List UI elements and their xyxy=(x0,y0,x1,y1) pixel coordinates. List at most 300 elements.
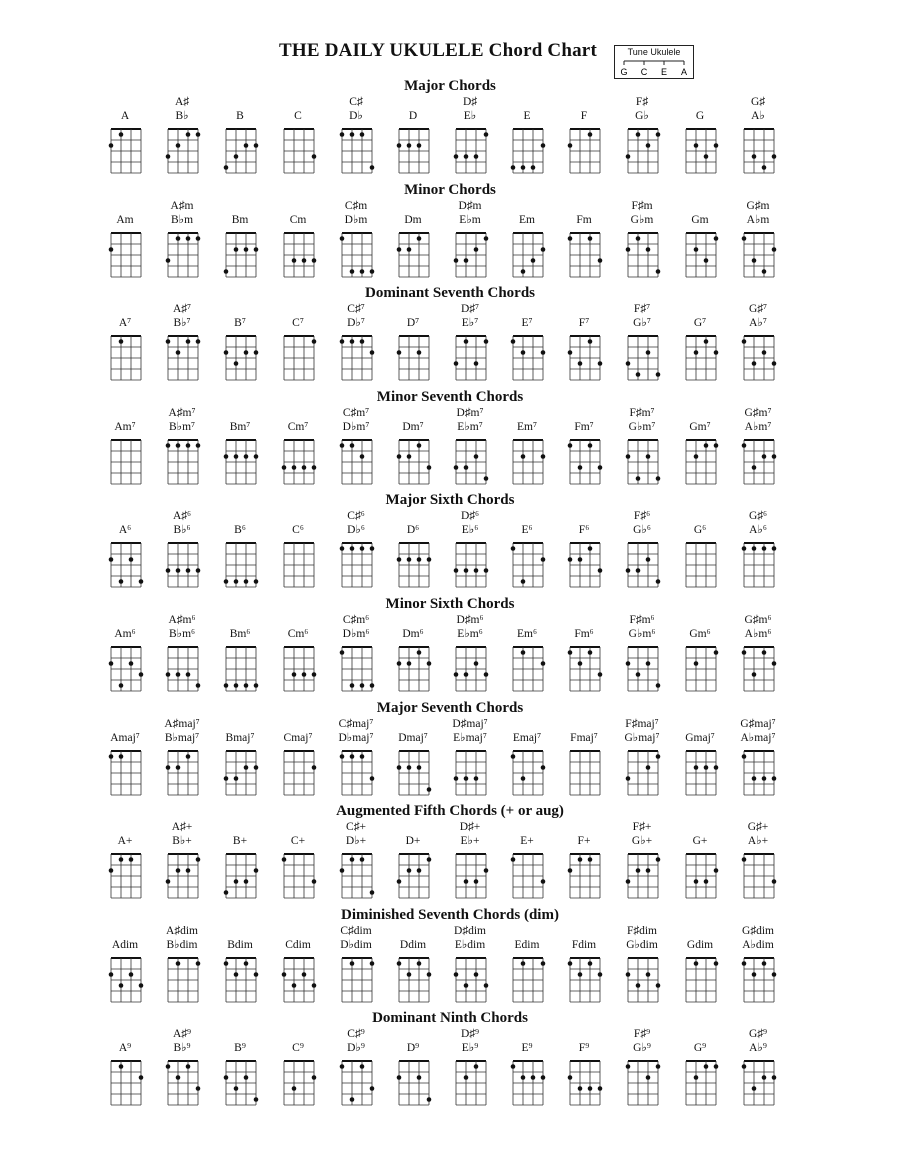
finger-dot xyxy=(772,776,777,781)
finger-dot xyxy=(312,465,317,470)
finger-dot xyxy=(474,569,479,574)
finger-dot xyxy=(636,132,641,137)
chord-name: Dm⁷ xyxy=(402,420,424,433)
fretboard xyxy=(339,643,375,695)
tuning-string-e: E xyxy=(660,67,668,77)
fretboard xyxy=(683,436,719,488)
chord-alt-name: F♯m xyxy=(631,199,653,212)
chord-name: B♭m xyxy=(170,213,194,226)
fretboard xyxy=(741,747,777,799)
chord-alt-name: C♯ xyxy=(349,96,363,108)
finger-dot xyxy=(541,247,546,252)
finger-dot xyxy=(742,1065,747,1070)
finger-dot xyxy=(176,961,181,966)
finger-dot xyxy=(742,754,747,759)
chord-diagram xyxy=(384,297,442,387)
finger-dot xyxy=(772,879,777,884)
chord-diagram xyxy=(327,401,385,491)
finger-dot xyxy=(521,269,526,274)
fretboard xyxy=(567,747,603,799)
finger-dot xyxy=(762,350,767,355)
fretboard xyxy=(683,954,719,1006)
finger-dot xyxy=(196,683,201,688)
fretboard xyxy=(741,436,777,488)
finger-dot xyxy=(484,569,489,574)
fretboard xyxy=(567,332,603,384)
finger-dot xyxy=(541,661,546,666)
finger-dot xyxy=(454,569,459,574)
finger-dot xyxy=(360,339,365,344)
chord-name: A♭maj⁷ xyxy=(740,731,776,744)
section-title: Major Seventh Chords xyxy=(376,699,524,716)
fretboard xyxy=(625,332,661,384)
finger-dot xyxy=(568,961,573,966)
chord-name: Dm⁶ xyxy=(402,628,424,640)
fretboard xyxy=(510,125,546,177)
chord-name: Ddim xyxy=(399,938,427,951)
fretboard xyxy=(625,229,661,281)
finger-dot xyxy=(427,787,432,792)
fretboard xyxy=(683,229,719,281)
finger-dot xyxy=(370,165,375,170)
finger-dot xyxy=(360,269,365,274)
chord-diagram xyxy=(441,919,499,1009)
chord-name: A⁹ xyxy=(118,1042,132,1055)
chord-name: Am⁶ xyxy=(114,628,136,640)
finger-dot xyxy=(186,132,191,137)
finger-dot xyxy=(752,361,757,366)
chord-name: B♭ xyxy=(175,110,189,122)
finger-dot xyxy=(340,754,345,759)
finger-dot xyxy=(234,776,239,781)
chord-diagram xyxy=(729,401,787,491)
finger-dot xyxy=(454,776,459,781)
fretboard xyxy=(741,850,777,902)
fretboard xyxy=(510,850,546,902)
finger-dot xyxy=(578,857,583,862)
fretboard xyxy=(510,747,546,799)
finger-dot xyxy=(511,754,516,759)
chord-alt-name: C♯m⁶ xyxy=(342,614,370,626)
fretboard xyxy=(396,850,432,902)
fretboard xyxy=(510,436,546,488)
chord-name: F xyxy=(580,110,588,122)
fretboard xyxy=(165,850,201,902)
finger-dot xyxy=(166,569,171,574)
fretboard xyxy=(223,850,259,902)
finger-dot xyxy=(541,454,546,459)
fretboard xyxy=(567,436,603,488)
finger-dot xyxy=(302,465,307,470)
finger-dot xyxy=(521,1076,526,1081)
finger-dot xyxy=(302,258,307,263)
finger-dot xyxy=(292,983,297,988)
fretboard xyxy=(165,539,201,591)
chord-name: G♭+ xyxy=(631,835,653,848)
page-title: THE DAILY UKULELE Chord Chart xyxy=(279,40,597,61)
finger-dot xyxy=(588,961,593,966)
finger-dot xyxy=(578,661,583,666)
finger-dot xyxy=(129,972,134,977)
finger-dot xyxy=(626,972,631,977)
chord-diagram xyxy=(555,401,613,491)
finger-dot xyxy=(714,765,719,770)
finger-dot xyxy=(417,868,422,873)
finger-dot xyxy=(752,154,757,159)
chord-name: B♭m⁶ xyxy=(168,628,196,640)
finger-dot xyxy=(704,765,709,770)
chord-diagram xyxy=(498,1022,556,1112)
chord-alt-name: F♯m⁶ xyxy=(629,614,655,626)
finger-dot xyxy=(224,269,229,274)
finger-dot xyxy=(464,776,469,781)
finger-dot xyxy=(350,339,355,344)
chord-alt-name: D♯m xyxy=(458,199,482,212)
chord-diagram xyxy=(269,919,327,1009)
finger-dot xyxy=(254,683,259,688)
finger-dot xyxy=(762,454,767,459)
finger-dot xyxy=(531,258,536,263)
finger-dot xyxy=(397,661,402,666)
chord-name: D♭⁹ xyxy=(347,1042,365,1055)
chord-diagram xyxy=(269,712,327,802)
finger-dot xyxy=(224,350,229,355)
fretboard xyxy=(108,332,144,384)
finger-dot xyxy=(752,972,757,977)
finger-dot xyxy=(484,868,489,873)
finger-dot xyxy=(360,547,365,552)
finger-dot xyxy=(646,143,651,148)
finger-dot xyxy=(292,258,297,263)
chord-name: D♭⁷ xyxy=(347,317,365,330)
chord-diagram xyxy=(441,608,499,698)
chord-name: Dm xyxy=(404,213,422,226)
finger-dot xyxy=(454,465,459,470)
chord-name: B⁷ xyxy=(234,317,246,330)
chord-name: B⁶ xyxy=(234,524,246,537)
chord-name: F⁹ xyxy=(578,1042,590,1055)
finger-dot xyxy=(521,580,526,585)
chord-name: Adim xyxy=(111,938,139,951)
fretboard xyxy=(625,954,661,1006)
finger-dot xyxy=(598,1087,603,1092)
fretboard xyxy=(339,125,375,177)
fretboard xyxy=(683,539,719,591)
chord-name: G♭m⁶ xyxy=(628,628,656,640)
finger-dot xyxy=(772,154,777,159)
chord-alt-name: A♯m⁷ xyxy=(168,406,196,419)
finger-dot xyxy=(119,132,124,137)
chord-name: B♭+ xyxy=(172,835,192,848)
finger-dot xyxy=(656,683,661,688)
finger-dot xyxy=(282,972,287,977)
finger-dot xyxy=(578,1087,583,1092)
chord-name: G xyxy=(695,110,705,122)
finger-dot xyxy=(752,547,757,552)
chord-name: Bm xyxy=(231,213,249,226)
chord-diagram xyxy=(327,919,385,1009)
chord-name: A♭dim xyxy=(742,938,774,951)
fretboard xyxy=(741,643,777,695)
finger-dot xyxy=(427,558,432,563)
section-title: Minor Sixth Chords xyxy=(385,596,515,612)
finger-dot xyxy=(370,547,375,552)
finger-dot xyxy=(139,580,144,585)
finger-dot xyxy=(282,857,287,862)
finger-dot xyxy=(254,972,259,977)
finger-dot xyxy=(694,661,699,666)
chord-name: G⁷ xyxy=(693,317,707,330)
finger-dot xyxy=(762,776,767,781)
fretboard xyxy=(108,747,144,799)
finger-dot xyxy=(464,879,469,884)
finger-dot xyxy=(752,1087,757,1092)
finger-dot xyxy=(244,350,249,355)
fretboard xyxy=(281,125,317,177)
fretboard xyxy=(683,747,719,799)
finger-dot xyxy=(541,350,546,355)
chord-alt-name: C♯m⁷ xyxy=(342,406,370,419)
fretboard xyxy=(453,747,489,799)
chord-name: Cm⁷ xyxy=(287,420,309,433)
chord-diagram xyxy=(96,90,154,180)
section-title: Dominant Seventh Chords xyxy=(364,285,536,302)
finger-dot xyxy=(762,269,767,274)
finger-dot xyxy=(312,154,317,159)
fretboard xyxy=(453,125,489,177)
finger-dot xyxy=(646,1076,651,1081)
chord-diagram xyxy=(555,194,613,284)
chord-diagram xyxy=(153,90,211,180)
chord-diagram xyxy=(327,297,385,387)
fretboard xyxy=(510,954,546,1006)
chord-diagram xyxy=(96,504,154,594)
chord-diagram xyxy=(555,1022,613,1112)
fretboard xyxy=(396,539,432,591)
chord-alt-name: C♯⁹ xyxy=(347,1028,365,1041)
section-title: Major Sixth Chords xyxy=(385,492,515,509)
chord-alt-name: A♯⁶ xyxy=(172,510,192,523)
chord-alt-name: F♯m⁷ xyxy=(629,406,655,419)
chord-alt-name: F♯+ xyxy=(632,821,652,834)
finger-dot xyxy=(772,547,777,552)
fretboard xyxy=(396,125,432,177)
finger-dot xyxy=(474,1065,479,1070)
chord-name: E♭m⁷ xyxy=(457,420,483,433)
fretboard xyxy=(510,539,546,591)
finger-dot xyxy=(109,661,114,666)
finger-dot xyxy=(186,672,191,677)
fretboard xyxy=(567,643,603,695)
finger-dot xyxy=(464,465,469,470)
chord-diagram xyxy=(269,90,327,180)
chord-name: E♭⁹ xyxy=(461,1042,479,1055)
finger-dot xyxy=(234,454,239,459)
chord-diagram xyxy=(153,504,211,594)
finger-dot xyxy=(350,1098,355,1103)
finger-dot xyxy=(196,857,201,862)
chord-alt-name: C♯+ xyxy=(346,821,366,834)
chord-name: A♭+ xyxy=(747,835,769,848)
chord-alt-name: G♯maj⁷ xyxy=(740,717,776,730)
finger-dot xyxy=(704,339,709,344)
finger-dot xyxy=(626,1065,631,1070)
finger-dot xyxy=(626,661,631,666)
chord-diagram xyxy=(671,297,729,387)
chord-diagram xyxy=(729,194,787,284)
finger-dot xyxy=(166,765,171,770)
finger-dot xyxy=(464,154,469,159)
finger-dot xyxy=(646,765,651,770)
finger-dot xyxy=(521,454,526,459)
finger-dot xyxy=(292,465,297,470)
finger-dot xyxy=(166,1065,171,1070)
finger-dot xyxy=(224,683,229,688)
finger-dot xyxy=(370,890,375,895)
chord-alt-name: A♯⁹ xyxy=(172,1028,192,1041)
fretboard xyxy=(741,332,777,384)
chord-diagram xyxy=(384,919,442,1009)
finger-dot xyxy=(196,132,201,137)
finger-dot xyxy=(742,650,747,655)
chord-diagram xyxy=(671,608,729,698)
chord-name: G♭⁹ xyxy=(633,1042,651,1055)
chord-alt-name: C♯dim xyxy=(340,924,372,937)
fretboard xyxy=(453,954,489,1006)
chord-name: C xyxy=(294,110,302,122)
finger-dot xyxy=(234,580,239,585)
finger-dot xyxy=(511,165,516,170)
chord-alt-name: A♯+ xyxy=(171,821,193,834)
chord-alt-name: D♯dim xyxy=(454,924,486,937)
chord-name: D♭dim xyxy=(340,938,372,951)
chord-name: G♭⁶ xyxy=(633,524,651,537)
finger-dot xyxy=(282,465,287,470)
finger-dot xyxy=(350,857,355,862)
fretboard xyxy=(453,643,489,695)
finger-dot xyxy=(588,236,593,241)
chord-name: D⁶ xyxy=(406,524,420,537)
chord-alt-name: G♯m⁶ xyxy=(744,614,772,626)
finger-dot xyxy=(397,961,402,966)
finger-dot xyxy=(626,879,631,884)
fretboard xyxy=(223,643,259,695)
section-title: Dominant Ninth Chords xyxy=(372,1010,528,1027)
finger-dot xyxy=(714,350,719,355)
chord-diagram xyxy=(211,504,269,594)
finger-dot xyxy=(568,1076,573,1081)
finger-dot xyxy=(656,1065,661,1070)
finger-dot xyxy=(484,476,489,481)
fretboard xyxy=(683,125,719,177)
finger-dot xyxy=(656,269,661,274)
finger-dot xyxy=(742,339,747,344)
chord-diagram xyxy=(269,815,327,905)
finger-dot xyxy=(312,983,317,988)
chord-diagram xyxy=(555,504,613,594)
finger-dot xyxy=(340,443,345,448)
chord-diagram xyxy=(384,815,442,905)
chord-diagram xyxy=(153,608,211,698)
chord-name: A♭ xyxy=(751,110,765,122)
finger-dot xyxy=(109,972,114,977)
chord-diagram xyxy=(729,1022,787,1112)
finger-dot xyxy=(704,154,709,159)
finger-dot xyxy=(407,247,412,252)
chord-name: E♭maj⁷ xyxy=(453,731,487,744)
finger-dot xyxy=(186,1065,191,1070)
chord-diagram xyxy=(211,1022,269,1112)
chord-name: Gm xyxy=(691,213,709,226)
finger-dot xyxy=(340,547,345,552)
finger-dot xyxy=(254,454,259,459)
fretboard xyxy=(165,747,201,799)
finger-dot xyxy=(427,857,432,862)
finger-dot xyxy=(244,765,249,770)
chord-diagram xyxy=(613,608,671,698)
finger-dot xyxy=(417,350,422,355)
chord-diagram xyxy=(384,608,442,698)
fretboard xyxy=(396,643,432,695)
finger-dot xyxy=(360,857,365,862)
chord-diagram xyxy=(729,608,787,698)
chord-name: Fm⁷ xyxy=(574,420,594,433)
chord-name: A♭⁶ xyxy=(749,524,767,537)
chord-diagram xyxy=(153,194,211,284)
fretboard xyxy=(567,539,603,591)
finger-dot xyxy=(370,1087,375,1092)
finger-dot xyxy=(646,558,651,563)
chord-diagram xyxy=(211,90,269,180)
section-title: Diminished Seventh Chords (dim) xyxy=(341,906,559,923)
finger-dot xyxy=(704,443,709,448)
chord-alt-name: C♯⁷ xyxy=(347,303,365,316)
finger-dot xyxy=(234,683,239,688)
chord-name: Gmaj⁷ xyxy=(685,731,715,744)
chord-name: F⁷ xyxy=(578,317,590,330)
finger-dot xyxy=(254,247,259,252)
chord-diagram xyxy=(384,401,442,491)
chord-diagram xyxy=(96,919,154,1009)
chord-diagram xyxy=(498,815,556,905)
finger-dot xyxy=(694,879,699,884)
fretboard xyxy=(396,229,432,281)
chord-name: A♭m⁷ xyxy=(744,420,772,433)
finger-dot xyxy=(176,143,181,148)
fretboard xyxy=(165,436,201,488)
chord-diagram xyxy=(153,401,211,491)
chord-name: A♭⁹ xyxy=(749,1042,767,1055)
fretboard xyxy=(625,125,661,177)
finger-dot xyxy=(166,443,171,448)
finger-dot xyxy=(224,776,229,781)
chord-diagram xyxy=(671,1022,729,1112)
chord-name: G♭⁷ xyxy=(633,317,651,330)
finger-dot xyxy=(588,339,593,344)
finger-dot xyxy=(454,672,459,677)
chord-diagram xyxy=(498,504,556,594)
fretboard xyxy=(625,643,661,695)
finger-dot xyxy=(350,547,355,552)
chord-name: Gdim xyxy=(686,938,714,951)
finger-dot xyxy=(636,983,641,988)
chord-diagram xyxy=(671,815,729,905)
finger-dot xyxy=(119,857,124,862)
finger-dot xyxy=(360,454,365,459)
chord-alt-name: A♯⁷ xyxy=(172,303,192,316)
chord-name: D♭⁶ xyxy=(347,524,365,537)
finger-dot xyxy=(360,683,365,688)
